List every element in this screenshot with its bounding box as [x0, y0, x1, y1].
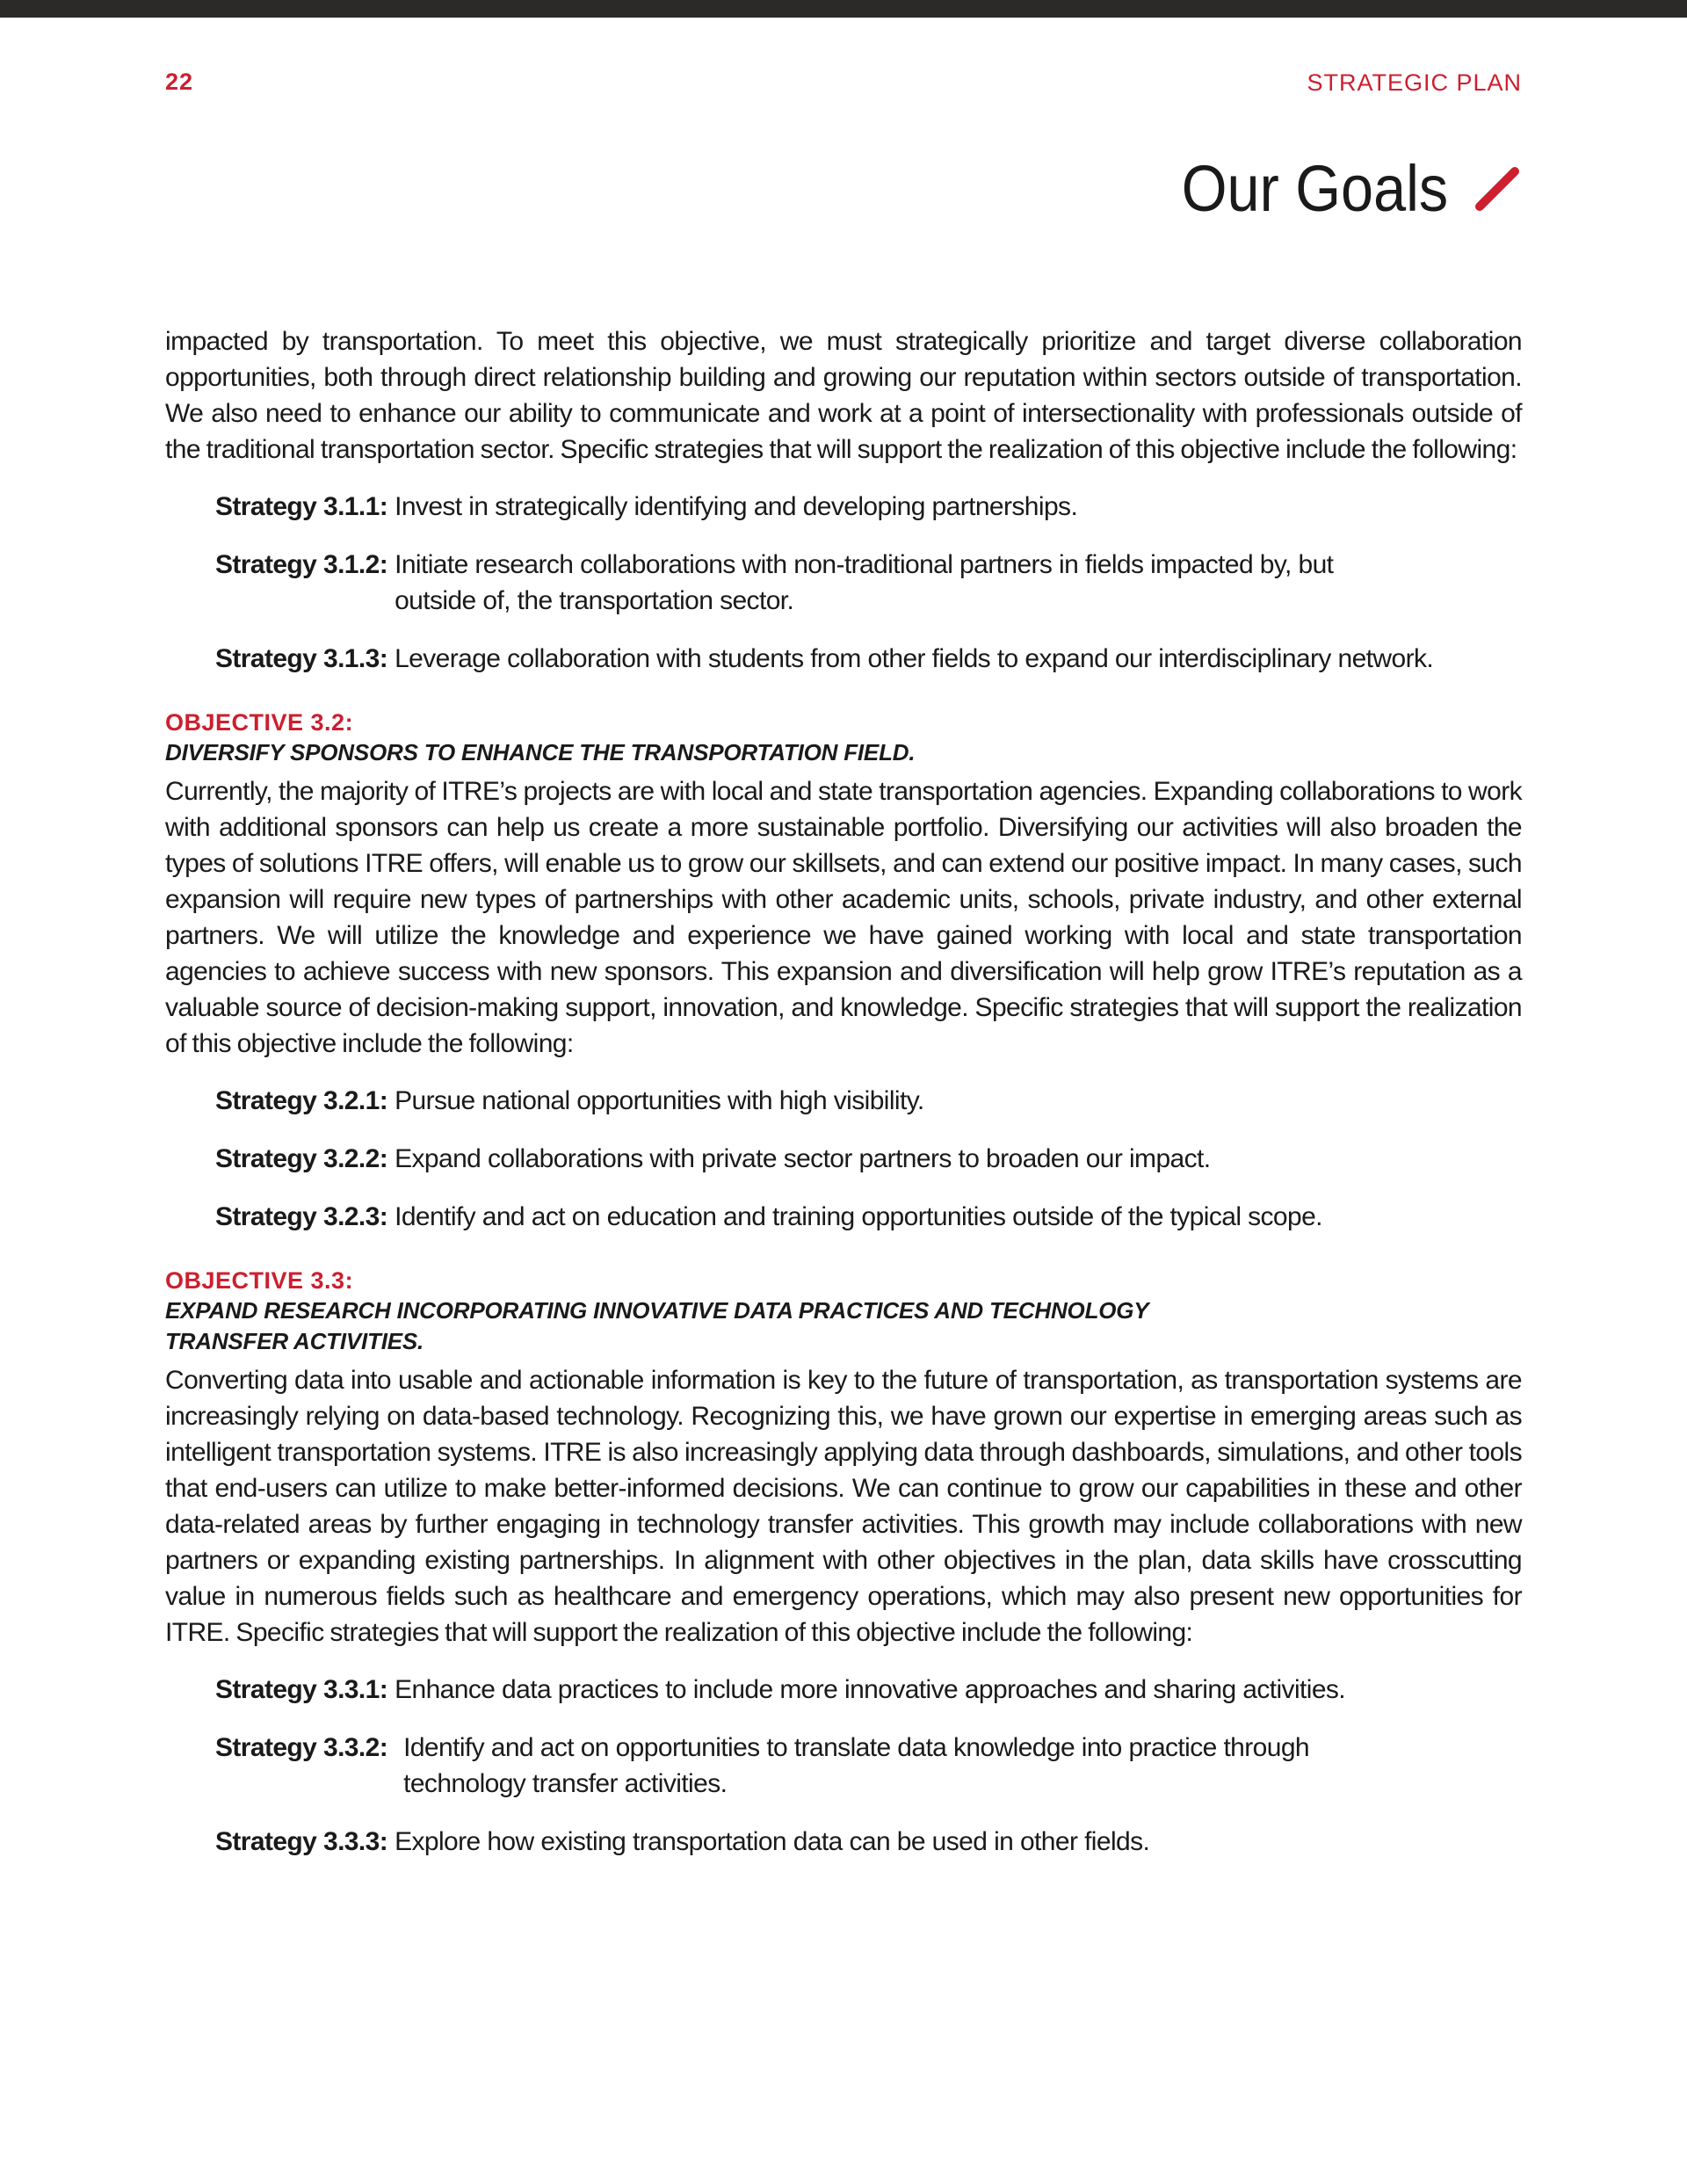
- strategy-label: Strategy 3.3.3:: [215, 1827, 388, 1856]
- objective-title: [165, 1295, 1522, 1357]
- objective-body: Converting data into usable and actionable information is key to the future of transportation, as transportation systems are increasingly relying on data-based technology. Recognizing this, we have grown our expertise in emerging areas such as intelligent transportation systems. ITRE is also increasingly applying data through dashboards, simulations, and other tools that end-users can utilize to make better-informed decisions. We can continue to grow our capabilities in these and other data-related areas by further engaging in technology transfer activities. This growth may include collaborations with new partners or expanding existing partnerships. In alignment with other objectives in the plan, data skills have crosscutting value in numerous fields such as healthcare and emergency operations, which may also present new opportunities for ITRE. Specific strategies that will support the realization of this objective include the following:: [165, 1366, 1522, 1647]
- strategy-item: [165, 547, 1522, 619]
- strategy-item: [165, 641, 1522, 677]
- strategy-item: [165, 1824, 1522, 1860]
- strategy-text: Pursue national opportunities with high visibility.: [395, 1086, 924, 1115]
- strategy-text: Expand collaborations with private sector partners to broaden our impact.: [395, 1144, 1211, 1173]
- strategy-item: [165, 1141, 1522, 1177]
- strategy-label: Strategy 3.1.2:: [215, 550, 388, 579]
- strategy-label: Strategy 3.3.1:: [215, 1675, 388, 1704]
- strategy-text: Enhance data practices to include more innovative approaches and sharing activities.: [395, 1675, 1346, 1704]
- objective-label: OBJECTIVE 3.2:: [165, 709, 354, 736]
- strategy-item: [165, 1199, 1522, 1235]
- running-head: STRATEGIC PLAN: [1307, 69, 1522, 96]
- strategy-label: Strategy 3.2.2:: [215, 1144, 388, 1173]
- strategy-text: Initiate research collaborations with non-traditional partners in fields impacted by, but outside of, the transportation sector.: [395, 550, 1334, 615]
- strategy-item: [165, 1083, 1522, 1119]
- strategy-label: Strategy 3.2.1:: [215, 1086, 388, 1115]
- strategy-text: Invest in strategically identifying and developing partnerships.: [395, 492, 1078, 521]
- page-title: Our Goals: [1181, 152, 1448, 225]
- main-content: [165, 323, 1522, 1860]
- strategy-label: Strategy 3.1.1:: [215, 492, 388, 521]
- strategy-text: Identify and act on education and training opportunities outside of the typical scope.: [395, 1202, 1322, 1231]
- objective-title-line: TRANSFER ACTIVITIES.: [165, 1328, 424, 1354]
- pencil-icon: [1473, 164, 1522, 214]
- strategy-item: [165, 1672, 1522, 1708]
- strategy-label: Strategy 3.2.3:: [215, 1202, 388, 1231]
- strategy-item: [165, 489, 1522, 525]
- intro-paragraph: impacted by transportation. To meet this objective, we must strategically prioritize and target diverse collaboration opportunities, both through direct relationship building and growing our reputation within sectors outside of transportation. We also need to enhance our ability to communicate and work at a point of intersectionality with professionals outside of the traditional transportation sector. Specific strategies that will support the realization of this objective include the following:: [165, 327, 1522, 464]
- strategy-item: [165, 1730, 1522, 1802]
- page-title-block: [1152, 151, 1522, 226]
- page-number: 22: [165, 69, 194, 95]
- strategy-text: Explore how existing transportation data can be used in other fields.: [395, 1827, 1150, 1856]
- strategy-text: Identify and act on opportunities to translate data knowledge into practice through technology transfer activities.: [403, 1733, 1309, 1798]
- objective-title-line: EXPAND RESEARCH INCORPORATING INNOVATIVE DATA PRACTICES AND TECHNOLOGY: [165, 1297, 1149, 1324]
- strategy-label: Strategy 3.3.2:: [215, 1733, 388, 1762]
- top-bar: [0, 0, 1687, 18]
- objective-body: Currently, the majority of ITRE’s projects are with local and state transportation agencies. Expanding collaborations to work with additional sponsors can help us create a more sustainable portfolio. Diversifying our activities will also broaden the types of solutions ITRE offers, will enable us to grow our skillsets, and can extend our positive impact. In many cases, such expansion will require new types of partnerships with other academic units, schools, private industry, and other external partners. We will utilize the knowledge and experience we have gained working with local and state transportation agencies to achieve success with new sponsors. This expansion and diversification will help grow ITRE’s reputation as a valuable source of decision-making support, innovation, and knowledge. Specific strategies that will support the realization of this objective include the following:: [165, 777, 1522, 1058]
- objective-title: DIVERSIFY SPONSORS TO ENHANCE THE TRANSPORTATION FIELD.: [165, 739, 916, 765]
- strategy-label: Strategy 3.1.3:: [215, 644, 388, 673]
- objective-label: OBJECTIVE 3.3:: [165, 1267, 354, 1294]
- strategy-text: Leverage collaboration with students from other fields to expand our interdisciplinary network.: [395, 644, 1434, 673]
